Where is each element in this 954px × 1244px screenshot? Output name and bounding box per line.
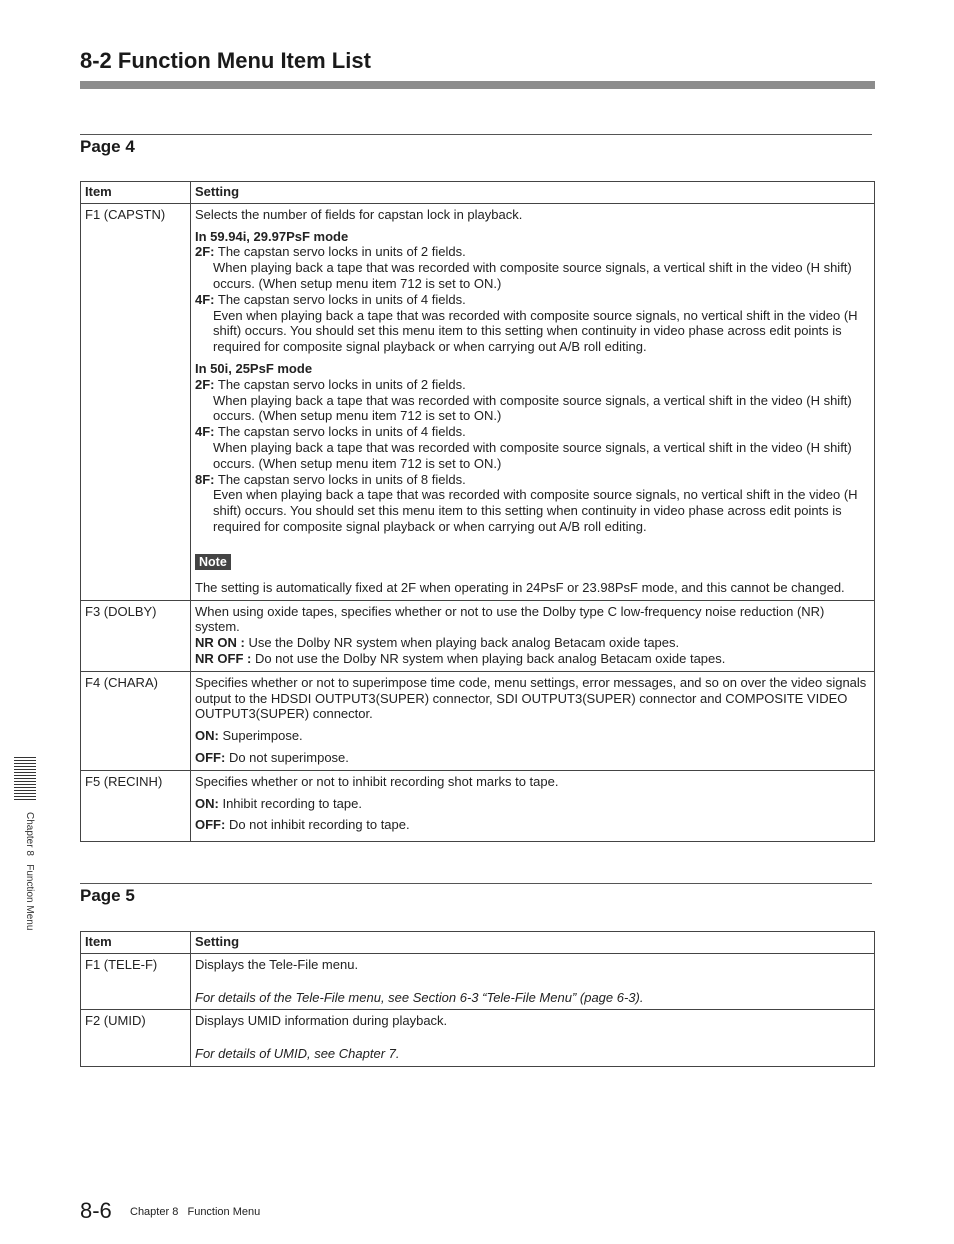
item-cell: F4 (CHARA) — [81, 671, 191, 770]
option-key: 2F: — [195, 244, 215, 260]
option-detail: When playing back a tape that was recorded with composite source signals, a vertical shift in the video (H shift) occurs. (When setup menu item 712 is set to ON.) — [213, 439, 852, 471]
option-line — [195, 244, 870, 260]
setting-intro: Specifies whether or not to inhibit recording shot marks to tape. — [195, 773, 559, 789]
table-header-row — [81, 932, 875, 954]
option-line — [195, 292, 870, 308]
setting-cell — [191, 953, 875, 1010]
section-title: 8-2 Function Menu Item List — [80, 48, 371, 73]
option-text: The capstan servo locks in units of 2 fields. — [214, 376, 466, 392]
option-text: Superimpose. — [218, 728, 303, 744]
table-row — [81, 953, 875, 1010]
note-row — [195, 554, 870, 570]
option-line — [195, 750, 870, 766]
option-key: 4F: — [195, 291, 215, 307]
option-text: The capstan servo locks in units of 4 fields. — [214, 424, 466, 440]
option-text: The capstan servo locks in units of 2 fields. — [214, 244, 466, 260]
setting-cell — [191, 203, 875, 600]
setting-intro: Displays the Tele-File menu. — [195, 956, 359, 972]
table-row — [81, 600, 875, 671]
page4-table — [80, 181, 875, 842]
option-line — [195, 651, 870, 667]
option-key: OFF: — [195, 749, 226, 765]
page5-rule — [80, 883, 872, 884]
page-number: 8-6 — [80, 1198, 112, 1223]
setting-cell — [191, 671, 875, 770]
mode-heading: In 50i, 25PsF mode — [195, 360, 313, 376]
option-detail: When playing back a tape that was recorded with composite source signals, a vertical shift in the video (H shift) occurs. (When setup menu item 712 is set to ON.) — [213, 260, 852, 291]
item-cell: F1 (TELE-F) — [81, 953, 191, 1010]
table-header-row — [81, 182, 875, 204]
page5-table — [80, 931, 875, 1067]
title-underline-bar — [80, 81, 875, 89]
option-detail: Even when playing back a tape that was recorded with composite source signals, no vertical shift in the video (H shift) occurs. You should set this menu item to this setting when continuity in video phase across edit points is required for composite signal playback or when carrying out A/B roll editing. — [213, 487, 858, 534]
option-key: NR OFF : — [195, 650, 252, 666]
option-detail: When playing back a tape that was recorded with composite source signals, a vertical shift in the video (H shift) occurs. (When setup menu item 712 is set to ON.) — [213, 392, 852, 424]
col-setting-header: Setting — [191, 182, 875, 204]
setting-intro: Selects the number of fields for capstan lock in playback. — [195, 206, 523, 222]
option-text: Inhibit recording to tape. — [218, 795, 362, 811]
option-key: ON: — [195, 795, 219, 811]
option-key: ON: — [195, 728, 219, 744]
setting-intro: When using oxide tapes, specifies whether or not to use the Dolby type C low-frequency noise reduction (NR) system. — [195, 603, 825, 635]
option-text: Use the Dolby NR system when playing back analog Betacam oxide tapes. — [244, 635, 680, 651]
option-text: Do not superimpose. — [225, 749, 349, 765]
option-key: 8F: — [195, 471, 215, 487]
option-key: OFF: — [195, 817, 226, 833]
option-text: The capstan servo locks in units of 8 fields. — [214, 471, 466, 487]
setting-cell — [191, 1010, 875, 1067]
col-setting-header: Setting — [191, 932, 875, 954]
option-line — [195, 728, 870, 744]
option-text: Do not inhibit recording to tape. — [225, 817, 410, 833]
setting-intro: Displays UMID information during playback. — [195, 1013, 448, 1029]
option-text: The capstan servo locks in units of 4 fields. — [214, 291, 466, 307]
note-label: Note — [195, 554, 231, 570]
setting-intro: Specifies whether or not to superimpose time code, menu settings, error messages, and so on over the video signals output to the HDSDI OUTPUT3(SUPER) connector, SDI OUTPUT3(SUPER) connector and COMPOSITE VIDEO OUTPUT3(SUPER) connector. — [195, 674, 867, 722]
table-row — [81, 671, 875, 770]
table-row — [81, 770, 875, 841]
page4-heading: Page 4 — [80, 137, 135, 156]
chapter-tab-marker — [14, 757, 36, 802]
item-cell: F5 (RECINH) — [81, 770, 191, 841]
page4-rule — [80, 134, 872, 135]
table-row — [81, 1010, 875, 1067]
option-key: 4F: — [195, 424, 215, 440]
option-line — [195, 817, 870, 833]
footer-chapter: Chapter 8 Function Menu — [130, 1206, 261, 1218]
item-cell: F2 (UMID) — [81, 1010, 191, 1067]
chapter-side-label: Chapter 8 Function Menu — [24, 812, 35, 931]
item-cell: F1 (CAPSTN) — [81, 203, 191, 600]
setting-cell — [191, 770, 875, 841]
option-line — [195, 424, 870, 440]
option-detail: Even when playing back a tape that was recorded with composite source signals, no vertical shift in the video (H shift) occurs. You should set this menu item to this setting when continuity in video phase across edit points is required for composite signal playback or when carrying out A/B roll editing. — [213, 307, 858, 355]
option-text: Do not use the Dolby NR system when playing back analog Betacam oxide tapes. — [251, 650, 726, 666]
option-key: 2F: — [195, 376, 215, 392]
page5-heading: Page 5 — [80, 886, 135, 905]
reference-text: For details of the Tele-File menu, see Section 6-3 “Tele-File Menu” (page 6-3). — [195, 989, 644, 1005]
option-key: NR ON : — [195, 635, 245, 651]
col-item-header: Item — [81, 932, 191, 954]
setting-cell — [191, 600, 875, 671]
table-row — [81, 203, 875, 600]
mode-heading: In 59.94i, 29.97PsF mode — [195, 228, 349, 244]
option-line — [195, 796, 870, 812]
item-cell: F3 (DOLBY) — [81, 600, 191, 671]
note-text: The setting is automatically fixed at 2F when operating in 24PsF or 23.98PsF mode, and this cannot be changed. — [195, 579, 845, 595]
option-line — [195, 472, 870, 488]
option-line — [195, 377, 870, 393]
option-line — [195, 635, 870, 651]
col-item-header: Item — [81, 182, 191, 204]
reference-text: For details of UMID, see Chapter 7. — [195, 1046, 400, 1062]
